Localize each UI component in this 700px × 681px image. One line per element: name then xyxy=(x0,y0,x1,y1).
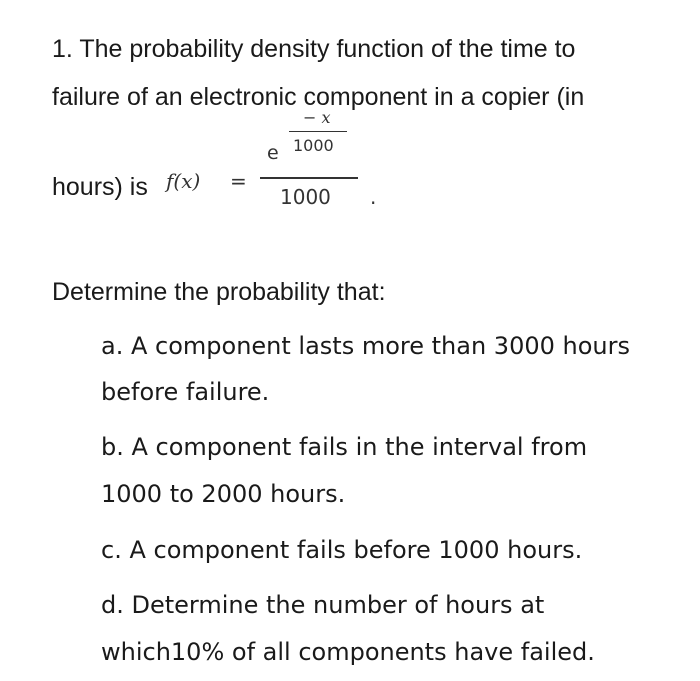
problem-intro-line-2: failure of an electronic component in a copier (in xyxy=(52,83,585,111)
formula-main-fraction-bar xyxy=(260,177,358,179)
part-b-line-2: 1000 to 2000 hours. xyxy=(101,480,346,508)
part-b-line-1: b. A component fails in the interval from xyxy=(101,433,588,461)
part-d-line-2: which10% of all components have failed. xyxy=(101,638,595,666)
part-c-line-1: c. A component fails before 1000 hours. xyxy=(101,536,583,564)
formula-equals: = xyxy=(230,169,247,193)
part-d-line-1: d. Determine the number of hours at xyxy=(101,591,545,619)
part-a-line-2: before failure. xyxy=(101,378,270,406)
problem-intro-text-1: The probability density function of the time to xyxy=(79,35,576,63)
formula-exponent-fraction-bar xyxy=(289,131,347,132)
formula-period: . xyxy=(370,185,377,209)
formula-denominator: 1000 xyxy=(280,185,331,209)
formula-exponent-numerator: − x xyxy=(303,108,331,127)
problem-intro-line-3: hours) is xyxy=(52,173,148,201)
formula-function: f(x) xyxy=(166,169,201,193)
formula-exponent-denominator: 1000 xyxy=(293,136,334,155)
formula-lhs xyxy=(166,168,200,194)
determine-heading: Determine the probability that: xyxy=(52,278,386,306)
problem-number: 1. xyxy=(52,35,73,63)
problem-intro-line-1 xyxy=(52,34,575,64)
formula-base-e: e xyxy=(267,142,279,164)
part-a-line-1: a. A component lasts more than 3000 hours xyxy=(101,332,630,360)
